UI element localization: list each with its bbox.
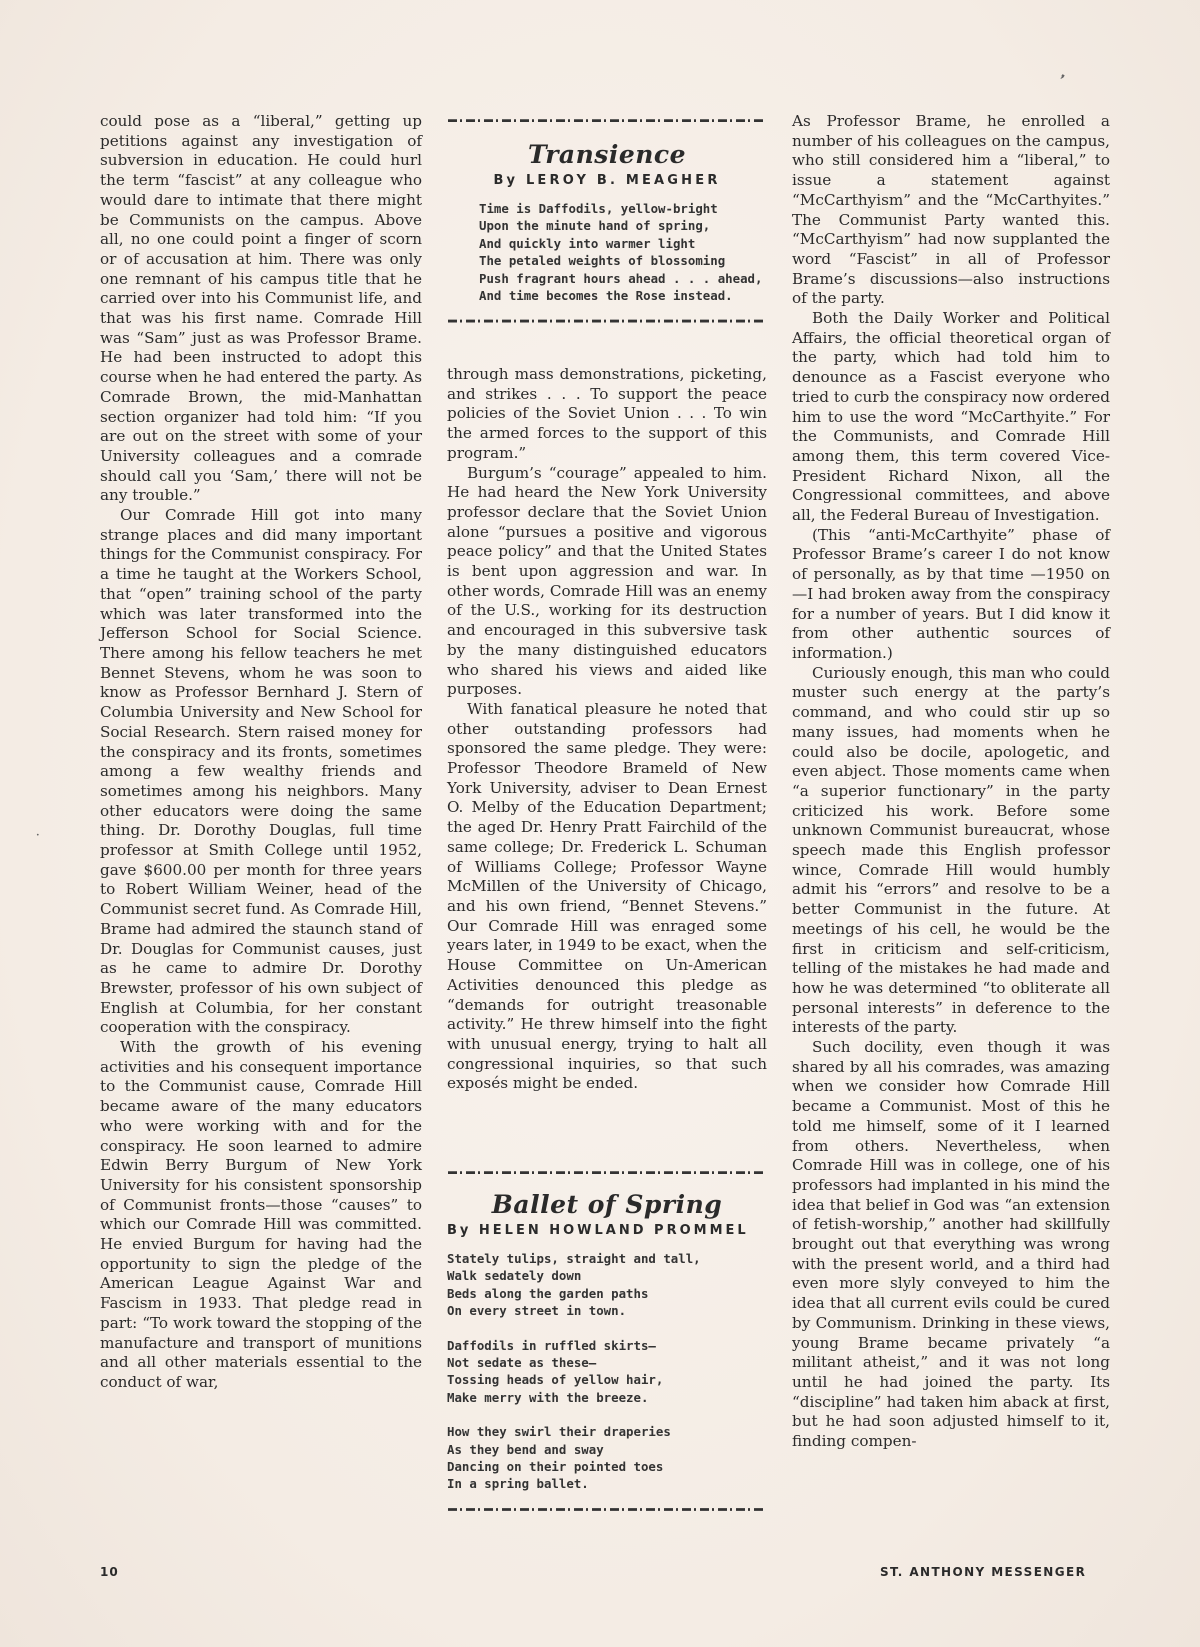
poem-ballet-of-spring (447, 1168, 767, 1513)
poem-title: Ballet of Spring (491, 1190, 723, 1219)
poem-line: Stately tulips, straight and tall, (447, 1251, 701, 1266)
paragraph: As Professor Brame, he enrolled a number of his colleagues on the campus, who still considered him a “liberal,” to issue a statement against “McCarthyism” and the “McCarthyites.” The Communist Party wanted this. “McCarthyism” had now supplanted the word “Fascist” in all of Professor Brame’s discussions—also instructions of the party. (792, 112, 1110, 308)
ornament-divider (448, 1168, 766, 1176)
ornament-divider (448, 1505, 766, 1513)
poem-byline: By LEROY B. MEAGHER (493, 173, 721, 188)
poem-line: On every street in town. (447, 1303, 627, 1319)
poem-body (447, 1250, 767, 1493)
page-number: 10 (100, 1565, 119, 1579)
poem-line: In a spring ballet. (447, 1476, 589, 1492)
poem-line: As they bend and sway (447, 1441, 604, 1457)
poem-line: Dancing on their pointed toes (447, 1459, 664, 1475)
poem-line: The petaled weights of blossoming (479, 253, 726, 269)
stanza (447, 1250, 767, 1320)
poem-line: Make merry with the breeze. (447, 1389, 649, 1405)
poem-line: Push fragrant hours ahead . . . ahead, (479, 270, 763, 286)
stanza (479, 200, 767, 304)
stanza (447, 1337, 767, 1407)
poem-line: Not sedate as these— (447, 1355, 597, 1371)
paragraph: Such docility, even though it was shared by all his comrades, was amazing when we consider how Comrade Hill became a Communist. Most of this he told me himself, some of it I learned from others. Nevertheless, when Comrade Hill was in college, one of his professors had implanted in his mind the idea that belief in God was “an extension of fetish-worship,” another had skillfully brought out that everything was wrong with the present world, and a third had even more slyly conveyed to him the idea that all current evils could be cured by Communism. Drinking in these views, young Brame became privately “a militant atheist,” and it was not long until he had joined the party. Its “discipline” had taken him aback at first, but he had soon adjusted himself to it, finding compen- (792, 1038, 1110, 1451)
poem-line: Walk sedately down (447, 1268, 582, 1284)
paragraph: With the growth of his evening activities and his consequent importance to the Communist cause, Comrade Hill became aware of the many educators who were working with and for the conspiracy. He soon learned to admire Edwin Berry Burgum of New York University for his consistent sponsorship of Communist fronts—those “causes” to which our Comrade Hill was committed. He envied Burgum for having had the opportunity to sign the pledge of the American League Against War and Fascism in 1933. That pledge read in part: “To work toward the stopping of the manufacture and transport of munitions and all other materials essential to the conduct of war, (100, 1038, 422, 1391)
magazine-name: ST. ANTHONY MESSENGER (880, 1565, 1087, 1579)
poem-body (447, 200, 767, 304)
poem-byline: By HELEN HOWLAND PROMMEL (447, 1223, 749, 1238)
poem-line: Beds along the garden paths (447, 1285, 649, 1301)
paragraph: (This “anti-McCarthyite” phase of Professor Brame’s career I do not know of personally, as by that time —1950 on—I had broken away from the conspiracy for a number of years. But I did know it from other authentic sources of information.) (792, 525, 1110, 662)
ornament-divider (448, 116, 766, 124)
stanza (447, 1423, 767, 1493)
poem-line: Time is Daffodils, yellow-bright (479, 201, 718, 216)
paper-speck-icon: • (36, 832, 40, 839)
paragraph: Our Comrade Hill got into many strange places and did many important things for the Communist conspiracy. For a time he taught at the Workers School, that “open” training school of the party which was later transformed into the Jefferson School for Social Science. There among his fellow teachers he met Bennet Stevens, whom he was soon to know as Professor Bernhard J. Stern of Columbia University and New School for Social Research. Stern raised money for the conspiracy and its fronts, sometimes among a few wealthy friends and sometimes among his neighbors. Many other educators were doing the same thing. Dr. Dorothy Douglas, full time professor at Smith College until 1952, gave $600.00 per month for three years to Robert William Weiner, head of the Communist secret fund. As Comrade Hill, Brame had admired the staunch stand of Dr. Douglas for Communist causes, just as he came to admire Dr. Dorothy Brewster, professor of his own subject of English at Columbia, for her constant cooperation with the conspiracy. (100, 506, 422, 1037)
article-column-1 (100, 112, 422, 1393)
poem-line: And time becomes the Rose instead. (479, 288, 733, 304)
ornament-divider (448, 316, 766, 324)
poem-line: Tossing heads of yellow hair, (447, 1372, 664, 1388)
poem-line: How they swirl their draperies (447, 1424, 671, 1440)
poem-transience (447, 116, 767, 324)
article-column-2 (447, 365, 767, 1094)
paragraph: through mass demonstrations, picketing, and strikes . . . To support the peace policies of the Soviet Union . . . To win the armed forces to the support of this program.” (447, 365, 767, 462)
paragraph: Curiously enough, this man who could muster such energy at the party’s command, and who could stir up so many issues, had moments when he could also be docile, apologetic, and even abject. Those moments came when “a superior functionary” in the party criticized his work. Before some unknown Communist bureaucrat, whose speech made this English professor wince, Comrade Hill would humbly admit his “errors” and resolve to be a better Communist in the future. At meetings of his cell, he would be the first in criticism and self-criticism, telling of the mistakes he had made and how he was determined “to obliterate all personal interests” in deference to the interests of the party. (792, 663, 1110, 1037)
paragraph: could pose as a “liberal,” getting up petitions against any investigation of subversion in education. He could hurl the term “fascist” at any colleague who would dare to intimate that there might be Communists on the campus. Above all, no one could point a finger of scorn or of accusation at him. There was only one remnant of his campus title that he carried over into his Communist life, and that was his first name. Comrade Hill was “Sam” just as was Professor Brame. He had been instructed to adopt this course when he had entered the party. As Comrade Brown, the mid-Manhattan section organizer had told him: “If you are out on the street with some of your University colleagues and a comrade should call you ‘Sam,’ there will not be any trouble.” (100, 112, 422, 505)
article-column-3 (792, 112, 1110, 1452)
poem-line: Daffodils in ruffled skirts— (447, 1337, 656, 1353)
paragraph: Burgum’s “courage” appealed to him. He had heard the New York University professor declare that the Soviet Union alone “pursues a positive and vigorous peace policy” and that the United States is bent upon aggression and war. In other words, Comrade Hill was an enemy of the U.S., working for its destruction and encouraged in this subversive task by the many distinguished educators who shared his views and aided like purposes. (447, 463, 767, 699)
paragraph: Both the Daily Worker and Political Affairs, the official theoretical organ of the party, which had told him to denounce as a Fascist everyone who tried to curb the conspiracy now ordered him to use the word “McCarthyite.” For the Communists, and Comrade Hill among them, this term covered Vice-President Richard Nixon, all the Congressional committees, and above all, the Federal Bureau of Investigation. (792, 309, 1110, 525)
poem-line: Upon the minute hand of spring, (479, 218, 711, 234)
poem-line: And quickly into warmer light (479, 235, 696, 251)
paragraph: With fanatical pleasure he noted that other outstanding professors had sponsored the same pledge. They were: Professor Theodore Brameld of New York University, adviser to Dean Ernest O. Melby of the Education Department; the aged Dr. Henry Pratt Fairchild of the same college; Dr. Frederick L. Schuman of Williams College; Professor Wayne McMillen of the University of Chicago, and his own friend, “Bennet Stevens.” Our Comrade Hill was enraged some years later, in 1949 to be exact, when the House Committee on Un-American Activities denounced this pledge as “demands for outright treasonable activity.” He threw himself into the fight with unusual energy, trying to halt all congressional inquiries, so that such exposés might be ended. (447, 699, 767, 1093)
poem-title: Transience (527, 140, 687, 169)
paper-blemish-icon: ❜ (1053, 72, 1067, 88)
